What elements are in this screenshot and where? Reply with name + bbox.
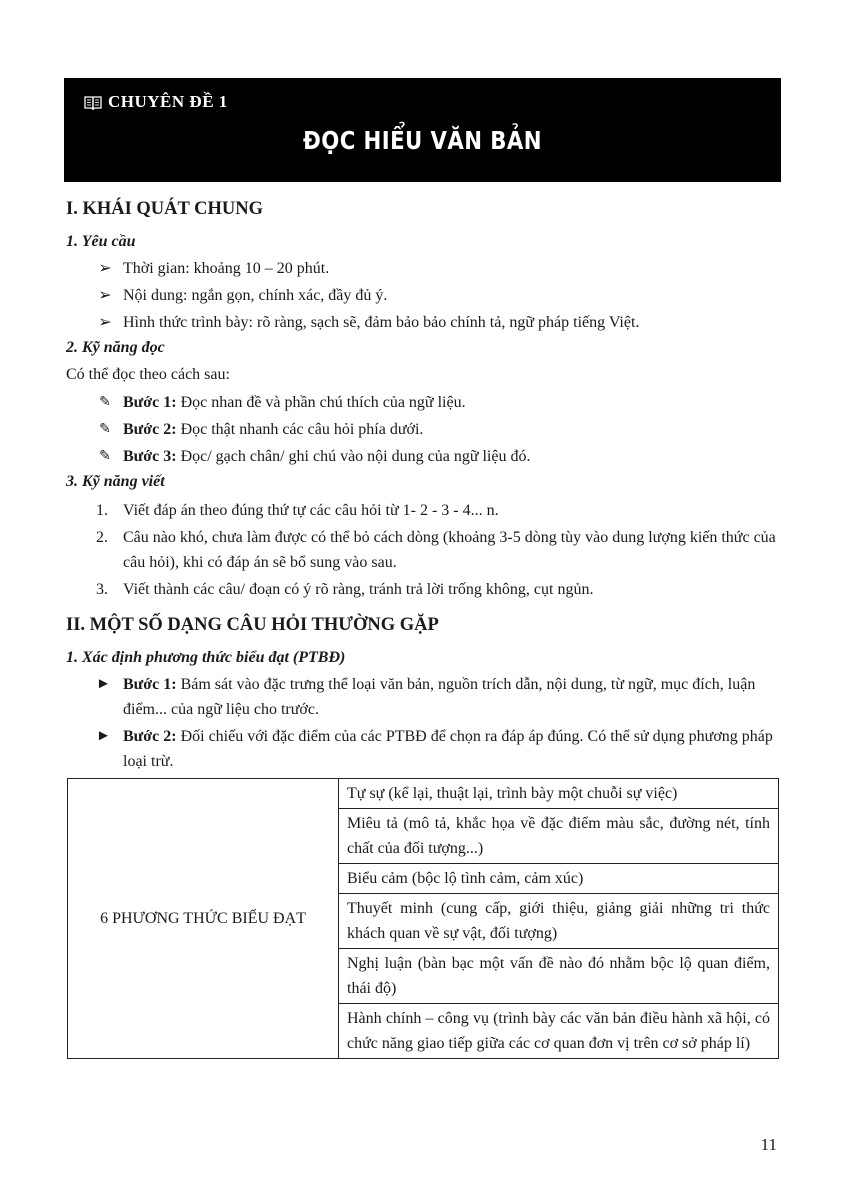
topic-title: ĐỌC HIỂU VĂN BẢN	[302, 126, 543, 155]
ptbd-steps	[66, 672, 782, 774]
table-cell: Tự sự (kể lại, thuật lại, trình bày một chuỗi sự việc)	[339, 779, 779, 809]
ptbd-table-left-cell: 6 PHƯƠNG THỨC BIỂU ĐẠT	[68, 779, 339, 1059]
page-number: 11	[760, 1135, 777, 1154]
topic-banner	[64, 78, 781, 182]
topic-label-text: CHUYÊN ĐỀ 1	[108, 92, 228, 111]
ptbd-table	[67, 778, 779, 1059]
triangle-bullet-icon: ►	[96, 676, 111, 692]
list-item: ✎ Bước 1: Đọc nhan đề và phần chú thích của ngữ liệu.	[66, 392, 782, 414]
list-item: ✎ Bước 3: Đọc/ gạch chân/ ghi chú vào nội dung của ngữ liệu đó.	[66, 446, 782, 468]
table-cell: Hành chính – công vụ (trình bày các văn bản điều hành xã hội, có chức năng giao tiếp giữa các cơ quan đơn vị trên cơ sở pháp lí)	[339, 1004, 779, 1059]
table-row	[68, 779, 779, 809]
list-item: 3. Viết thành các câu/ đoạn có ý rõ ràng, tránh trả lời trống không, cụt ngủn.	[96, 581, 594, 598]
subsection-title-writing: 3. Kỹ năng viết	[66, 473, 165, 490]
topic-label	[84, 92, 228, 112]
table-cell: Nghị luận (bàn bạc một vấn đề nào đó nhằm bộc lộ quan điểm, thái độ)	[339, 949, 779, 1004]
writing-list	[66, 498, 782, 602]
list-item: ➢ Nội dung: ngắn gọn, chính xác, đầy đủ ý.	[66, 285, 782, 307]
section-heading-2: II. MỘT SỐ DẠNG CÂU HỎI THƯỜNG GẶP	[66, 615, 439, 635]
arrow-bullet-icon: ➢	[98, 260, 112, 277]
subsection-title-reading: 2. Kỹ năng đọc	[66, 339, 165, 356]
page-content	[66, 196, 782, 1059]
pencil-bullet-icon: ✎	[99, 449, 111, 464]
table-cell: Biểu cảm (bộc lộ tình cảm, cảm xúc)	[339, 864, 779, 894]
pencil-bullet-icon: ✎	[99, 395, 111, 410]
list-item: ► Bước 1: Bám sát vào đặc trưng thể loại văn bản, nguồn trích dẫn, nội dung, từ ngữ, mục đích, luận điểm... của ngữ liệu cho trước.	[66, 672, 782, 722]
arrow-bullet-icon: ➢	[98, 314, 112, 331]
list-item: ✎ Bước 2: Đọc thật nhanh các câu hỏi phía dưới.	[66, 419, 782, 441]
pencil-bullet-icon: ✎	[99, 422, 111, 437]
list-item: 2. Câu nào khó, chưa làm được có thể bỏ cách dòng (khoảng 3-5 dòng tùy vào dung lượng kiến thức của câu hỏi), khi có đáp án sẽ bổ sung vào sau.	[96, 529, 776, 571]
section-heading-1: I. KHÁI QUÁT CHUNG	[66, 199, 264, 219]
table-cell: Miêu tả (mô tả, khắc họa về đặc điểm màu sắc, đường nét, tính chất của đối tượng...)	[339, 809, 779, 864]
table-cell: Thuyết minh (cung cấp, giới thiệu, giảng giải những tri thức khách quan về sự vật, đối tượng)	[339, 894, 779, 949]
list-item: 1. Viết đáp án theo đúng thứ tự các câu hỏi từ 1- 2 - 3 - 4... n.	[96, 502, 499, 519]
arrow-bullet-icon: ➢	[98, 287, 112, 304]
reading-steps	[66, 392, 782, 468]
subsection-title-requirements: 1. Yêu cầu	[66, 233, 136, 250]
triangle-bullet-icon: ►	[96, 728, 111, 744]
requirements-list	[66, 258, 782, 334]
list-item: ➢ Thời gian: khoảng 10 – 20 phút.	[66, 258, 782, 280]
subsection-title-ptbd: 1. Xác định phương thức biểu đạt (PTBĐ)	[66, 649, 346, 666]
list-item: ➢ Hình thức trình bày: rõ ràng, sạch sẽ, đảm bảo bảo chính tả, ngữ pháp tiếng Việt.	[66, 312, 782, 334]
list-item: ► Bước 2: Đối chiếu với đặc điểm của các PTBĐ để chọn ra đáp áp đúng. Có thể sử dụng phương pháp loại trừ.	[66, 724, 782, 774]
reading-intro: Có thể đọc theo cách sau:	[66, 366, 230, 383]
book-icon	[84, 95, 102, 110]
